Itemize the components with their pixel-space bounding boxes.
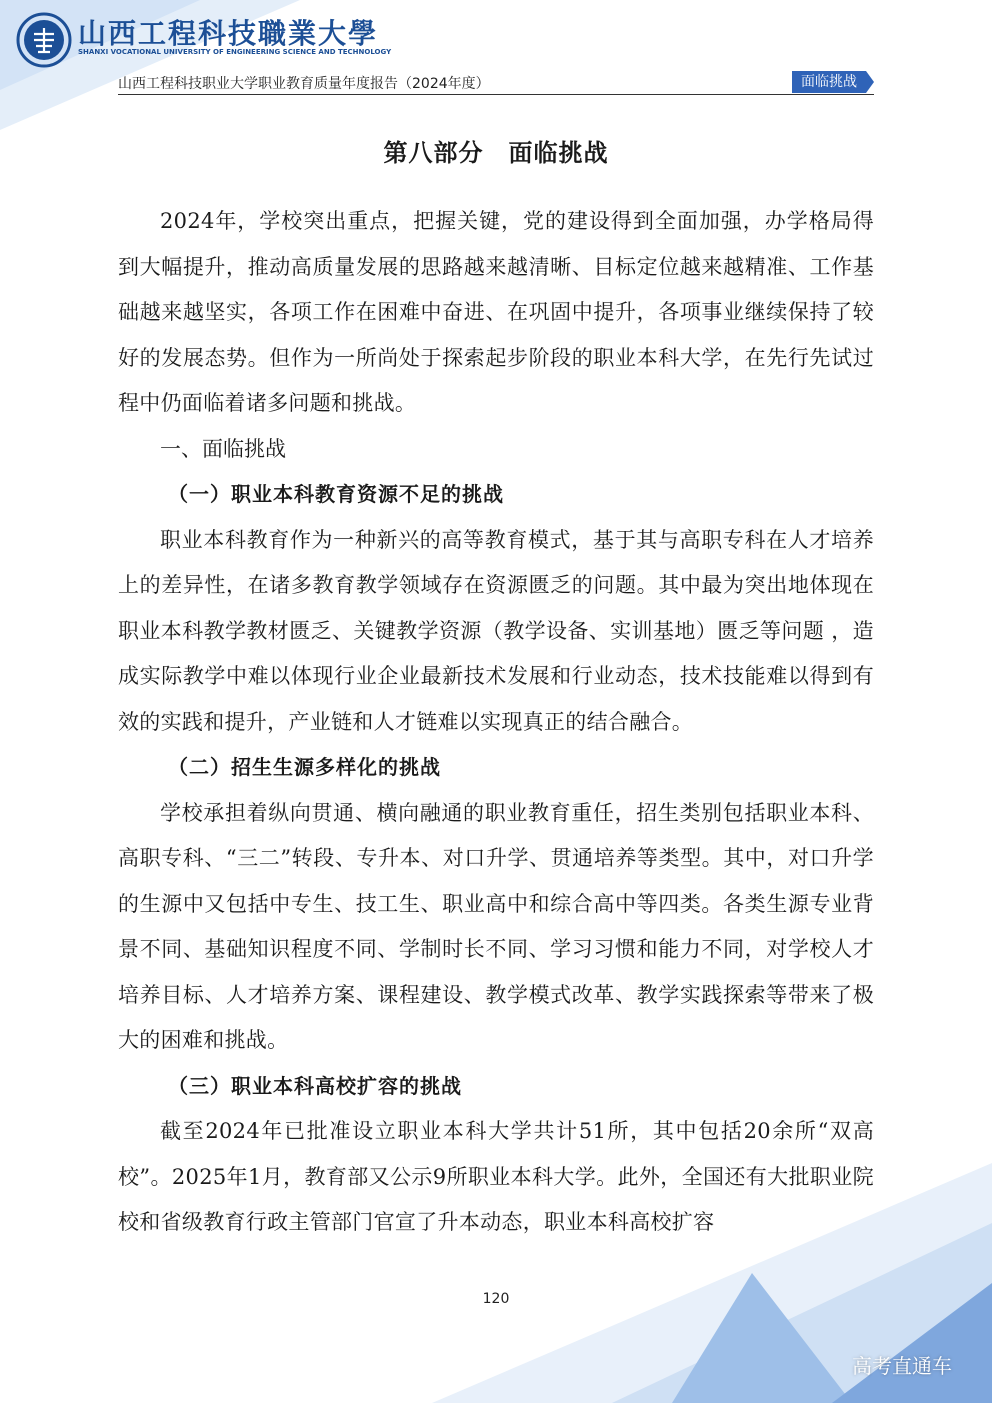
header-divider [118, 94, 874, 95]
watermark-text: 高考直通车 [852, 1354, 952, 1378]
subsection-heading-2: （二）招生生源多样化的挑战 [168, 755, 441, 779]
subsection-paragraph-1: 职业本科教育作为一种新兴的高等教育模式，基于其与高职专科在人才培养上的差异性，在诸多教育教学领域存在资源匮乏的问题。其中最为突出地体现在职业本科教学教材匮乏、关键教学资源（教学设备、实训基地）匮乏等问题 ，造成实际教学中难以体现行业企业最新技术发展和行业动态，技术技能难以得到有效的实践和提升，产业链和人才链难以实现真正的结合融合。 [118, 527, 874, 734]
page-number: 120 [482, 1291, 510, 1307]
subsection-heading-1: （一）职业本科教育资源不足的挑战 [168, 482, 504, 506]
report-title: 山西工程科技职业大学职业教育质量年度报告（2024年度） [118, 76, 490, 92]
subsection-paragraph-2: 学校承担着纵向贯通、横向融通的职业教育重任，招生类别包括职业本科、高职专科、“三二”转段、专升本、对口升学、贯通培养等类型。其中，对口升学的生源中又包括中专生、技工生、职业高中和综合高中等四类。各类生源专业背景不同、基础知识程度不同、学制时长不同、学习习惯和能力不同，对学校人才培养目标、人才培养方案、课程建设、教学模式改革、教学实践探索等带来了极大的困难和挑战。 [118, 800, 874, 1052]
subsection-paragraph-3: 截至2024年已批准设立职业本科大学共计51所，其中包括20余所“双高校”。2025年1月，教育部又公示9所职业本科大学。此外，全国还有大批职业院校和省级教育行政主管部门官宣了升本动态，职业本科高校扩容 [118, 1119, 874, 1234]
university-name-cn: 山西工程科技職業大學 [78, 17, 379, 50]
intro-paragraph: 2024年，学校突出重点，把握关键，党的建设得到全面加强，办学格局得到大幅提升，推动高质量发展的思路越来越清晰、目标定位越来越精准、工作基础越来越坚实，各项工作在困难中奋进、在巩固中提升，各项事业继续保持了较好的发展态势。但作为一所尚处于探索起步阶段的职业本科大学，在先行先试过程中仍面临着诸多问题和挑战。 [118, 209, 874, 415]
university-logo-icon [16, 12, 72, 68]
page-title: 第八部分 面临挑战 [383, 138, 609, 167]
subsection-heading-3: （三）职业本科高校扩容的挑战 [168, 1073, 462, 1098]
university-name-en: SHANXI VOCATIONAL UNIVERSITY OF ENGINEERING SCIENCE AND TECHNOLOGY [78, 48, 392, 56]
section-heading: 一、面临挑战 [160, 436, 286, 461]
document-body [118, 199, 874, 1246]
section-tag [792, 71, 874, 93]
section-tag-label: 面临挑战 [801, 74, 857, 90]
